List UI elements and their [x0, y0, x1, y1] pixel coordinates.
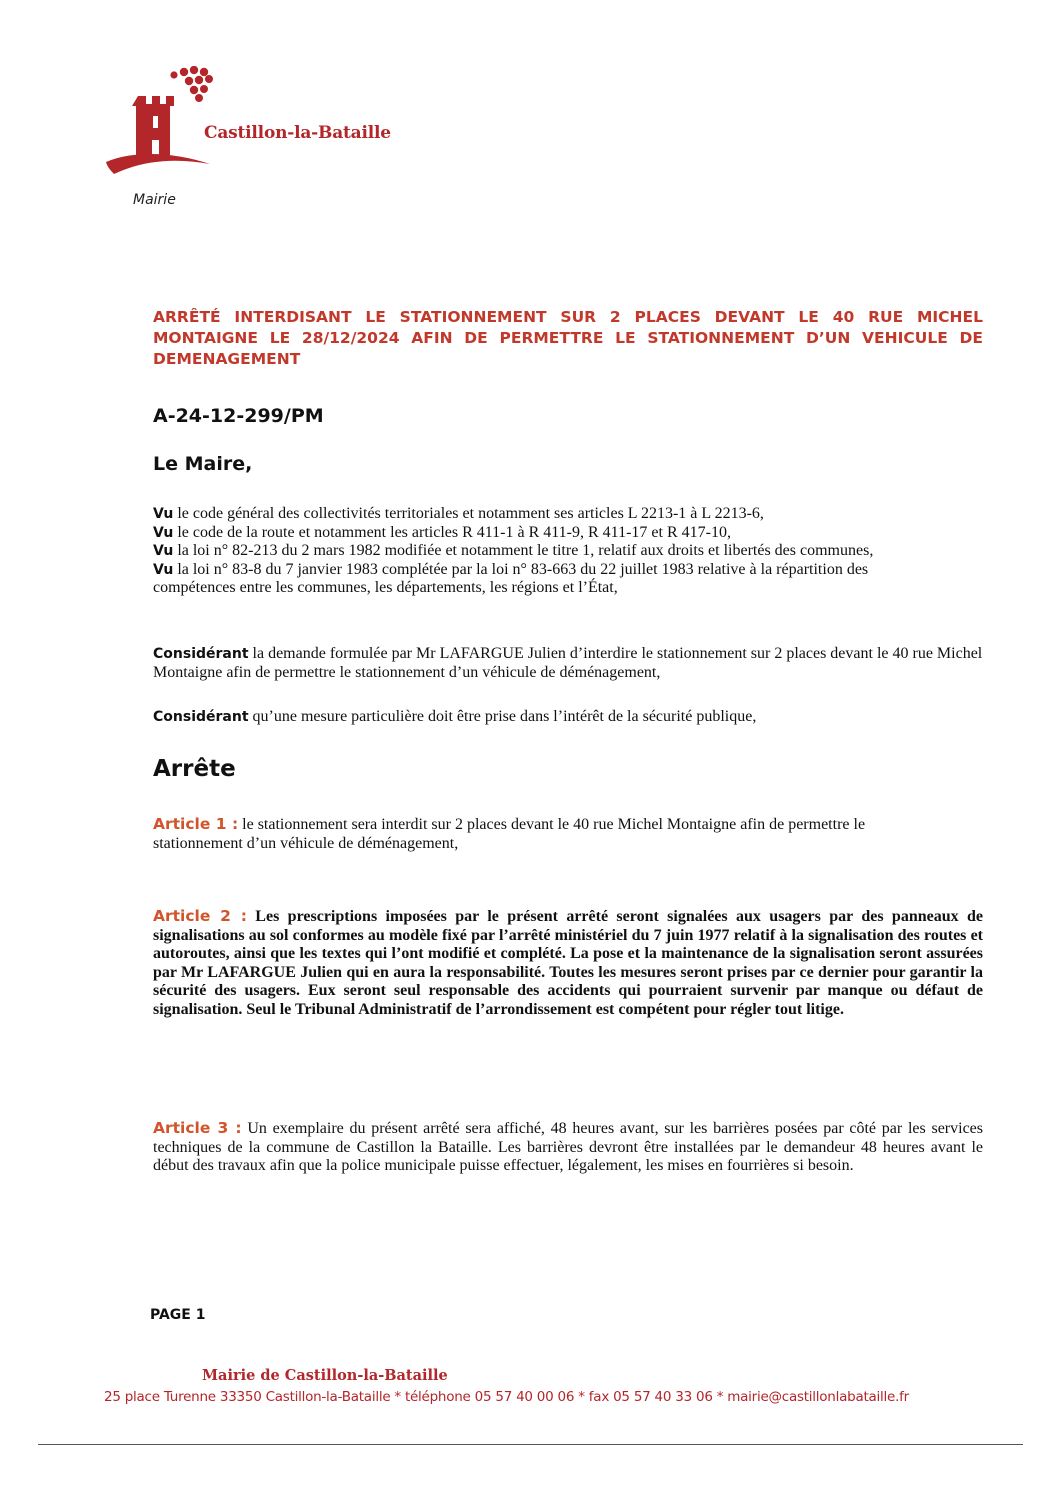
vu-line — [153, 542, 953, 561]
considerant-label: Considérant — [153, 709, 249, 725]
considerant-2 — [153, 708, 983, 727]
article-3 — [153, 1119, 983, 1176]
footer-address: 25 place Turenne 33350 Castillon-la-Bataille * téléphone 05 57 40 00 06 * fax 05 57 40 33 06 * mairie@castillonlabataille.fr — [104, 1389, 909, 1405]
footer-town-hall-name: Mairie de Castillon-la-Bataille — [202, 1367, 448, 1384]
article-text: Les prescriptions imposées par le présent arrêté seront signalées aux usagers par des panneaux de signalisations au sol conformes au modèle fixé par l’arrêté ministériel du 7 juin 1977 relatif à la signalisation des routes et autoroutes, ainsi que les textes qui l’ont modifié et complété. La pose et la maintenance de la signalisation seront assurées par Mr LAFARGUE Julien qui en aura la responsabilité. Toutes les mesures seront prises par ce dernier pour garantir la sécurité des usagers. Eux seront seul responsable des accidents qui pourraient survenir par manque ou défaut de signalisation. Seul le Tribunal Administratif de l’arrondissement est compétent pour régler tout litige. — [153, 908, 984, 1018]
vu-text: le code général des collectivités territoriales et notamment ses articles L 2213-1 à L 2213-6, — [173, 505, 764, 522]
arrete-heading: Arrête — [153, 756, 236, 782]
logo-subtitle: Mairie — [133, 192, 176, 208]
considerant-text: la demande formulée par Mr LAFARGUE Julien d’interdire le stationnement sur 2 places devant le 40 rue Michel Montaigne afin de permettre le stationnement d’un véhicule de déménagement, — [153, 645, 983, 681]
considerant-1 — [153, 645, 983, 682]
article-text: le stationnement sera interdit sur 2 places devant le 40 rue Michel Montaigne afin de permettre le stationnement d’un véhicule de déménagement, — [153, 816, 866, 852]
logo-town-name: Castillon-la-Bataille — [204, 123, 391, 143]
vu-line — [153, 561, 953, 598]
bottom-divider — [38, 1444, 1023, 1445]
article-text: Un exemplaire du présent arrêté sera affiché, 48 heures avant, sur les barrières posées par côté par les services techniques de la commune de Castillon la Bataille. Les barrières devront être installées par le demandeur 48 heures avant le début des travaux afin que la police municipale puisse effectuer, légalement, les mises en fourrières si besoin. — [153, 1120, 983, 1175]
article-label: Article 2 : — [153, 907, 247, 925]
vu-label: Vu — [153, 543, 174, 560]
vu-text: la loi n° 83-8 du 7 janvier 1983 complétée par la loi n° 83-663 du 22 juillet 1983 relative à la répartition des compétences entre les communes, les départements, les régions et l’État, — [153, 560, 869, 597]
considerant-text: qu’une mesure particulière doit être prise dans l’intérêt de la sécurité publique, — [248, 708, 757, 725]
vu-text: la loi n° 82-213 du 2 mars 1982 modifiée et notamment le titre 1, relatif aux droits et libertés des communes, — [173, 542, 874, 560]
considerant-label: Considérant — [153, 646, 249, 662]
le-maire-heading: Le Maire, — [153, 453, 253, 475]
vu-line — [153, 505, 953, 524]
article-label: Article 1 : — [153, 815, 239, 833]
vu-label: Vu — [153, 506, 174, 522]
article-label: Article 3 : — [153, 1119, 242, 1137]
page-number: PAGE 1 — [150, 1307, 206, 1323]
vu-label: Vu — [153, 524, 174, 541]
article-1 — [153, 815, 933, 853]
decree-reference: A-24-12-299/PM — [153, 405, 324, 427]
castle-tower-grapes-icon — [104, 66, 214, 184]
vu-text: le code de la route et notamment les articles R 411-1 à R 411-9, R 411-17 et R 417-10, — [173, 523, 731, 541]
document-title: ARRÊTÉ INTERDISANT LE STATIONNEMENT SUR 2 PLACES DEVANT LE 40 RUE MICHEL MONTAIGNE LE 28/12/2024 AFIN DE PERMETTRE LE STATIONNEMENT D’UN VEHICULE DE DEMENAGEMENT — [153, 308, 983, 368]
vu-line — [153, 524, 953, 543]
vu-block — [153, 505, 953, 598]
vu-label: Vu — [153, 561, 174, 578]
article-2 — [153, 907, 983, 1020]
